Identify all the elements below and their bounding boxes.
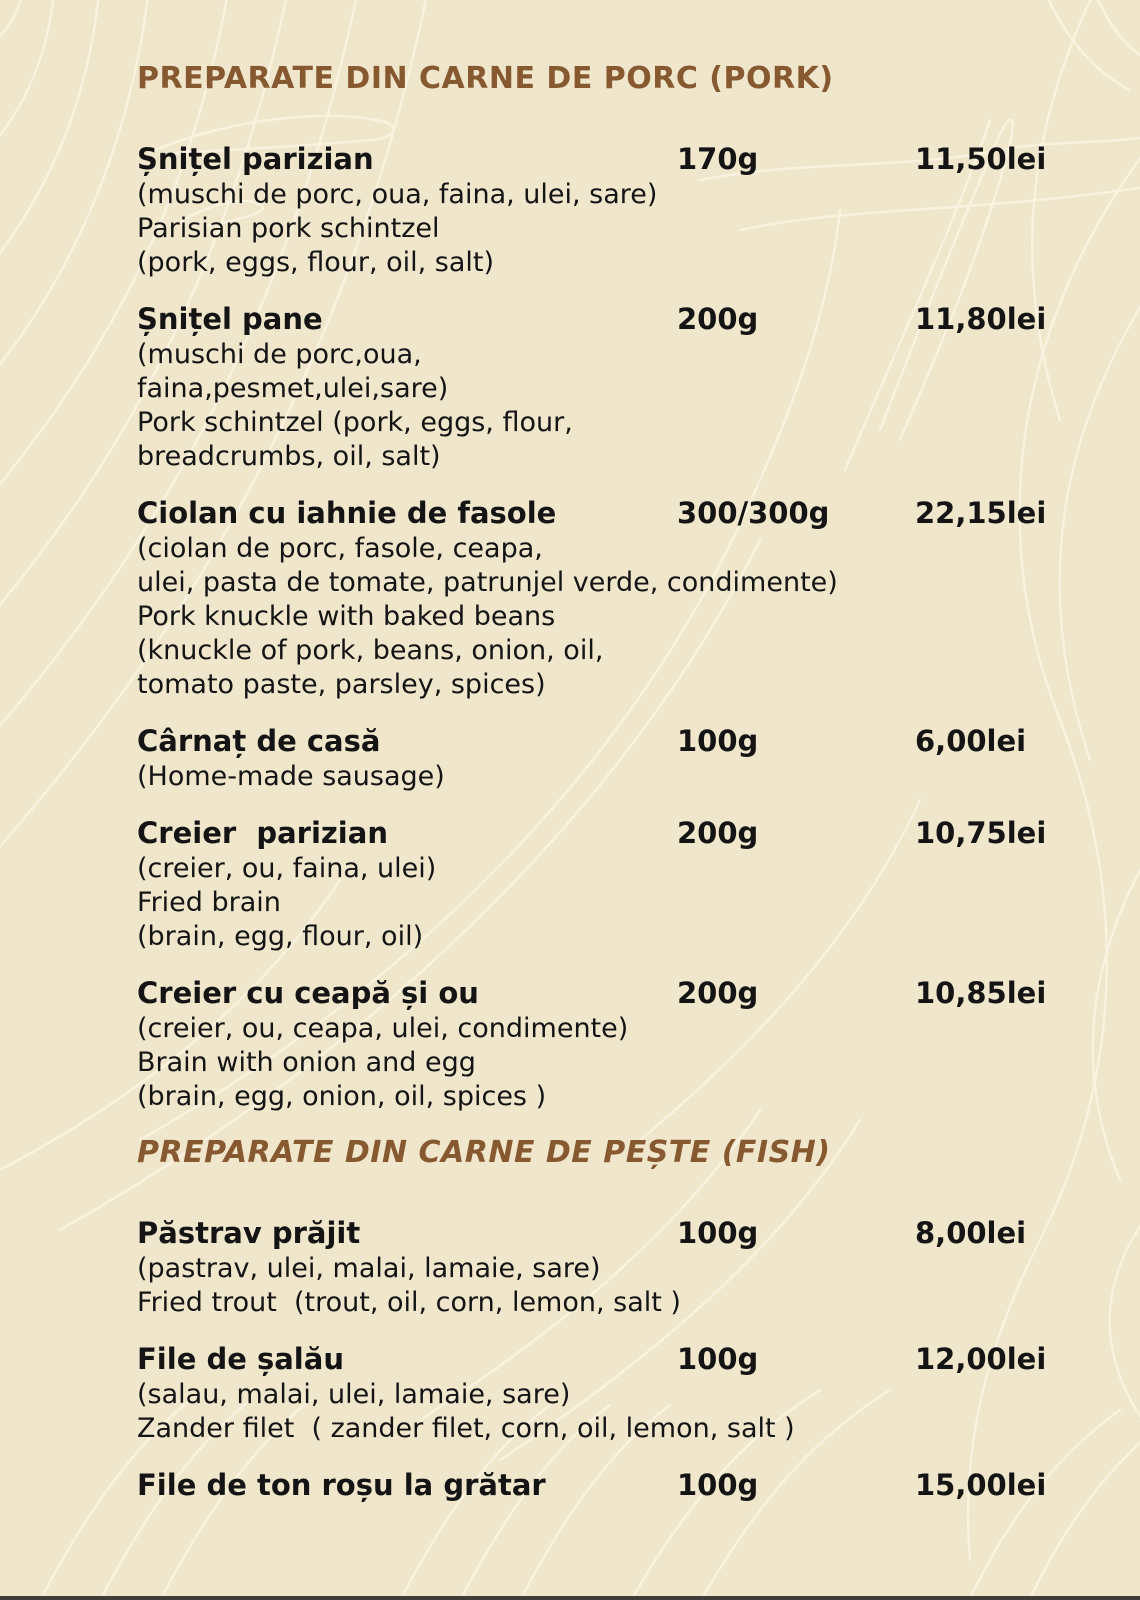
item-weight: 200g xyxy=(677,816,759,850)
item-row xyxy=(137,140,1085,178)
item-description-line: Parisian pork schintzel xyxy=(137,213,440,244)
item-description xyxy=(137,1378,1085,1446)
item-description-line: (Home-made sausage) xyxy=(137,761,445,792)
item-name: File de ton roșu la grătar xyxy=(137,1468,546,1502)
item-description-line: Pork schintzel (pork, eggs, flour, xyxy=(137,407,573,438)
item-description-line: Brain with onion and egg xyxy=(137,1047,476,1078)
item-price: 10,75lei xyxy=(915,816,1047,850)
item-price: 8,00lei xyxy=(915,1216,1027,1250)
item-weight: 100g xyxy=(677,1468,759,1502)
item-description-line: (pastrav, ulei, malai, lamaie, sare) xyxy=(137,1253,601,1284)
menu-item xyxy=(137,974,1085,1114)
item-description-line: (muschi de porc, oua, faina, ulei, sare) xyxy=(137,179,658,210)
item-description xyxy=(137,338,1085,474)
item-row xyxy=(137,1214,1085,1252)
item-description-line: breadcrumbs, oil, salt) xyxy=(137,441,441,472)
item-description xyxy=(137,852,1085,954)
item-description-line: Pork knuckle with baked beans xyxy=(137,601,556,632)
item-description-line: Fried brain xyxy=(137,887,281,918)
item-description-line: (creier, ou, ceapa, ulei, condimente) xyxy=(137,1013,629,1044)
item-description-line: (ciolan de porc, fasole, ceapa, xyxy=(137,533,543,564)
item-description-line: Fried trout (trout, oil, corn, lemon, salt ) xyxy=(137,1287,681,1318)
item-description xyxy=(137,1012,1085,1114)
item-name: File de șalău xyxy=(137,1342,344,1376)
item-name: Creier parizian xyxy=(137,816,388,850)
item-description xyxy=(137,760,1085,794)
item-row xyxy=(137,300,1085,338)
item-row xyxy=(137,722,1085,760)
menu-item xyxy=(137,814,1085,954)
item-description-line: (knuckle of pork, beans, onion, oil, xyxy=(137,635,604,666)
menu-item xyxy=(137,300,1085,474)
menu-item xyxy=(137,494,1085,702)
item-name: Șnițel pane xyxy=(137,302,323,336)
item-weight: 200g xyxy=(677,302,759,336)
item-description-line: faina,pesmet,ulei,sare) xyxy=(137,373,449,404)
item-row xyxy=(137,1466,1085,1504)
item-weight: 200g xyxy=(677,976,759,1010)
item-name: Șnițel parizian xyxy=(137,142,374,176)
item-description-line: Zander filet ( zander filet, corn, oil, lemon, salt ) xyxy=(137,1413,795,1444)
item-description-line: (creier, ou, faina, ulei) xyxy=(137,853,437,884)
item-description-line: (brain, egg, onion, oil, spices ) xyxy=(137,1081,547,1112)
item-price: 11,80lei xyxy=(915,302,1047,336)
bottom-border xyxy=(0,1596,1140,1600)
item-name: Creier cu ceapă și ou xyxy=(137,976,479,1010)
item-weight: 170g xyxy=(677,142,759,176)
item-description-line: tomato paste, parsley, spices) xyxy=(137,669,546,700)
item-price: 11,50lei xyxy=(915,142,1047,176)
section-title: PREPARATE DIN CARNE DE PEȘTE (FISH) xyxy=(137,1135,831,1170)
item-row xyxy=(137,974,1085,1012)
menu-item xyxy=(137,1214,1085,1320)
item-price: 10,85lei xyxy=(915,976,1047,1010)
item-price: 6,00lei xyxy=(915,724,1027,758)
item-description xyxy=(137,1252,1085,1320)
item-row xyxy=(137,814,1085,852)
item-description xyxy=(137,178,1085,280)
item-name: Ciolan cu iahnie de fasole xyxy=(137,496,557,530)
item-weight: 300/300g xyxy=(677,496,830,530)
item-name: Păstrav prăjit xyxy=(137,1216,361,1250)
item-weight: 100g xyxy=(677,1216,759,1250)
item-price: 15,00lei xyxy=(915,1468,1047,1502)
item-description xyxy=(137,532,1085,702)
item-description-line: (pork, eggs, flour, oil, salt) xyxy=(137,247,495,278)
item-price: 22,15lei xyxy=(915,496,1047,530)
item-description-line: (salau, malai, ulei, lamaie, sare) xyxy=(137,1379,571,1410)
menu-item xyxy=(137,722,1085,794)
menu-item xyxy=(137,1340,1085,1446)
item-description-line: (brain, egg, flour, oil) xyxy=(137,921,424,952)
section-title: PREPARATE DIN CARNE DE PORC (PORK) xyxy=(137,61,834,96)
menu-item xyxy=(137,1466,1085,1504)
menu-item xyxy=(137,140,1085,280)
item-price: 12,00lei xyxy=(915,1342,1047,1376)
item-description-line: ulei, pasta de tomate, patrunjel verde, condimente) xyxy=(137,567,838,598)
item-row xyxy=(137,1340,1085,1378)
item-row xyxy=(137,494,1085,532)
item-description-line: (muschi de porc,oua, xyxy=(137,339,422,370)
item-name: Cârnaț de casă xyxy=(137,724,381,758)
item-weight: 100g xyxy=(677,1342,759,1376)
item-weight: 100g xyxy=(677,724,759,758)
